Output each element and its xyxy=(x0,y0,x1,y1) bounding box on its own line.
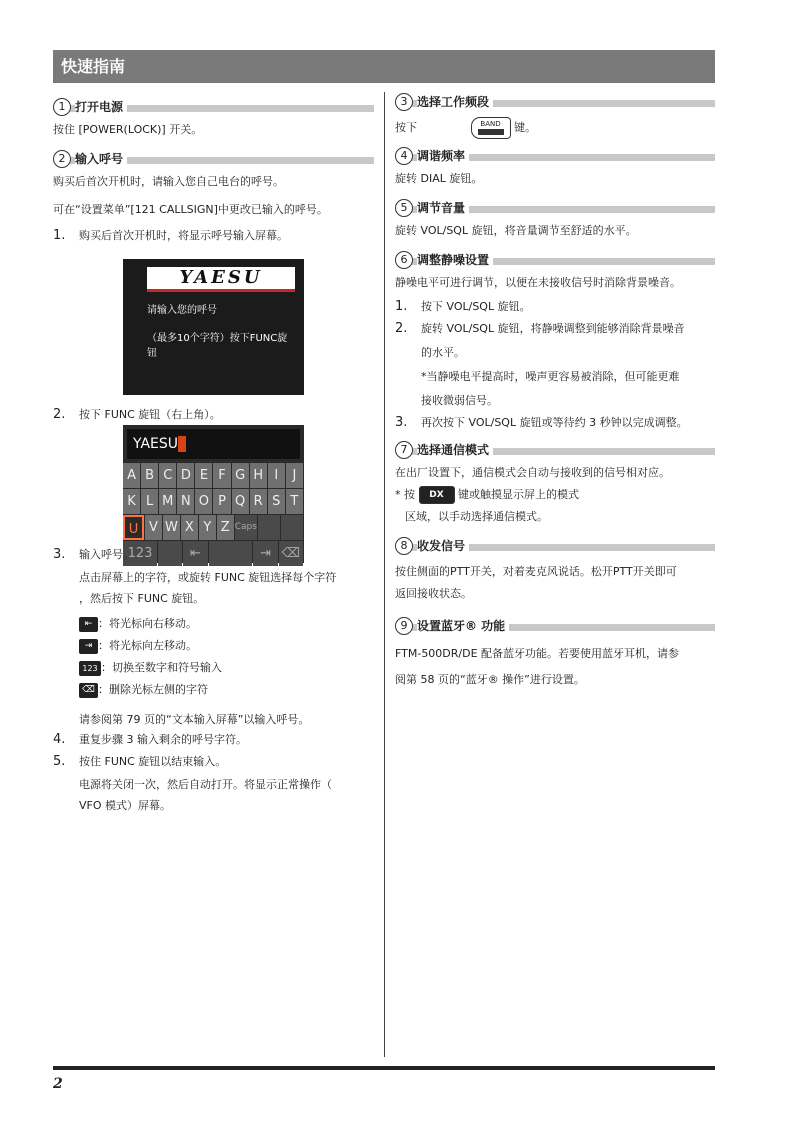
key-row xyxy=(123,515,304,540)
key-row xyxy=(123,463,304,488)
band-post: 键。 xyxy=(514,121,536,134)
squelch-text: 静噪电平可进行调节，以便在未接收信号时消除背景噪音。 xyxy=(395,276,681,289)
section-title: 打开电源 xyxy=(75,98,127,116)
key[interactable]: V xyxy=(145,515,162,540)
section-title: 调节音量 xyxy=(417,199,469,217)
screen-prompt: 请输入您的呼号 xyxy=(147,305,217,316)
section-title: 设置蓝牙® 功能 xyxy=(417,617,509,635)
icon-legend-row xyxy=(53,613,378,635)
backspace-icon: ⌫ xyxy=(79,683,98,698)
squelch-step-1 xyxy=(395,297,715,317)
key[interactable]: S xyxy=(268,489,285,514)
step-number: 2. xyxy=(395,321,408,336)
section-band-heading xyxy=(395,93,715,111)
band-text xyxy=(395,117,715,139)
left-column-lower xyxy=(53,545,378,816)
cursor-right-key[interactable]: ⇥ xyxy=(253,541,277,566)
mode-line-2: 区域，以手动选择通信模式。 xyxy=(405,510,548,523)
left-column xyxy=(53,98,374,248)
band-key-sub xyxy=(478,129,504,135)
key[interactable]: L xyxy=(141,489,158,514)
squelch-step-3 xyxy=(395,413,715,433)
step-text: 旋转 VOL/SQL 旋钮，将静噪调整到能够消除背景噪音 xyxy=(421,322,685,335)
step-3-detail: ，然后按下 FUNC 旋钮。 xyxy=(79,592,205,605)
backspace-key[interactable]: ⌫ xyxy=(279,541,303,566)
section-callsign-heading xyxy=(53,150,374,168)
key[interactable]: W xyxy=(163,515,180,540)
key[interactable]: F xyxy=(213,463,230,488)
section-number: 9 xyxy=(395,617,413,635)
power-text: 按住 [POWER(LOCK)] 开关。 xyxy=(53,123,203,136)
screen-hint: （最多10个字符）按下FUNC旋钮 xyxy=(147,333,288,359)
key[interactable]: K xyxy=(123,489,140,514)
legend-text: ：将光标向右移动。 xyxy=(98,617,197,630)
key[interactable]: I xyxy=(268,463,285,488)
column-divider xyxy=(384,92,385,1057)
step-5-detail: 电源将关闭一次，然后自动打开。将显示正常操作（ xyxy=(79,778,332,791)
step-text: 再次按下 VOL/SQL 旋钮或等待约 3 秒钟以完成调整。 xyxy=(421,416,688,429)
bluetooth-line: 阅第 58 页的“蓝牙® 操作”进行设置。 xyxy=(395,673,585,686)
step-number: 3. xyxy=(53,547,66,562)
key[interactable]: R xyxy=(250,489,267,514)
key[interactable]: B xyxy=(141,463,158,488)
section-squelch-heading xyxy=(395,251,715,269)
squelch-note: *当静噪电平提高时，噪声更容易被消除，但可能更难 xyxy=(421,370,680,383)
step-number: 1. xyxy=(395,299,408,314)
step-3-detail: 点击屏幕上的字符，或旋转 FUNC 旋钮选择每个字符 xyxy=(79,571,337,584)
step-text: 输入呼号。 xyxy=(79,548,134,561)
txrx-line: 按住侧面的PTT开关，对着麦克风说话。松开PTT开关即可 xyxy=(395,565,677,578)
squelch-step-2 xyxy=(395,319,715,339)
section-number: 4 xyxy=(395,147,413,165)
key-selected[interactable]: U xyxy=(123,515,144,540)
text-cursor xyxy=(178,436,186,452)
squelch-note: 接收微弱信号。 xyxy=(421,394,498,407)
key[interactable]: H xyxy=(250,463,267,488)
callsign-p2: 可在“设置菜单”[121 CALLSIGN]中更改已输入的呼号。 xyxy=(53,203,328,216)
legend-text: ：切换至数字和符号输入 xyxy=(101,661,222,674)
section-number: 6 xyxy=(395,251,413,269)
bluetooth-line: FTM-500DR/DE 配备蓝牙功能。若要使用蓝牙耳机，请参 xyxy=(395,647,680,660)
step-text: 按下 FUNC 旋钮（右上角）。 xyxy=(79,408,221,421)
blank-key xyxy=(258,515,280,540)
section-volume-heading xyxy=(395,199,715,217)
caps-key[interactable]: Caps xyxy=(235,515,257,540)
cursor-left-icon: ⇤ xyxy=(79,617,98,632)
key[interactable]: E xyxy=(195,463,212,488)
section-title: 调谐频率 xyxy=(417,147,469,165)
callsign-p1: 购买后首次开机时，请输入您自己电台的呼号。 xyxy=(53,175,284,188)
key[interactable]: T xyxy=(286,489,303,514)
mode-line-1 xyxy=(395,485,715,505)
band-key-icon xyxy=(471,117,511,139)
legend-text: ：删除光标左侧的字符 xyxy=(98,683,208,696)
step-number: 3. xyxy=(395,415,408,430)
step-text: 购买后首次开机时，将显示呼号输入屏幕。 xyxy=(79,229,288,242)
band-key-label: BAND xyxy=(480,120,501,128)
key[interactable]: D xyxy=(177,463,194,488)
section-number: 3 xyxy=(395,93,413,111)
key[interactable]: G xyxy=(232,463,249,488)
step-number: 4. xyxy=(53,732,66,747)
section-title: 选择工作频段 xyxy=(417,93,493,111)
icon-legend-row xyxy=(53,679,378,701)
section-title: 输入呼号 xyxy=(75,150,127,168)
section-tuning-heading xyxy=(395,147,715,165)
section-title: 收发信号 xyxy=(417,537,469,555)
step-1 xyxy=(53,226,374,246)
step-text: 重复步骤 3 输入剩余的呼号字符。 xyxy=(79,733,247,746)
section-title: 调整静噪设置 xyxy=(417,251,493,269)
key[interactable]: N xyxy=(177,489,194,514)
step-3 xyxy=(53,545,378,565)
section-title: 选择通信模式 xyxy=(417,441,493,459)
bluetooth-text xyxy=(395,641,715,693)
section-number: 2 xyxy=(53,150,71,168)
key[interactable]: J xyxy=(286,463,303,488)
numeric-mode-key[interactable]: 123 xyxy=(123,541,157,566)
section-mode-heading xyxy=(395,441,715,459)
blank-key xyxy=(281,515,303,540)
squelch-step-2-cont: 的水平。 xyxy=(421,346,465,359)
footer-rule xyxy=(53,1066,715,1070)
txrx-line: 返回接收状态。 xyxy=(395,587,472,600)
step-text: 按下 VOL/SQL 旋钮。 xyxy=(421,300,531,313)
page-title: 快速指南 xyxy=(61,57,126,76)
step-number: 5. xyxy=(53,754,66,769)
key[interactable]: Z xyxy=(217,515,234,540)
key[interactable]: M xyxy=(159,489,176,514)
key[interactable]: Y xyxy=(199,515,216,540)
numeric-mode-icon: 123 xyxy=(79,661,101,676)
key[interactable]: Q xyxy=(232,489,249,514)
key[interactable]: C xyxy=(159,463,176,488)
keyboard-screen xyxy=(123,425,304,563)
step-5 xyxy=(53,752,378,772)
tuning-text: 旋转 DIAL 旋钮。 xyxy=(395,172,483,185)
mode-prefix: * 按 xyxy=(395,488,415,501)
txrx-text xyxy=(395,561,715,605)
icon-legend-row xyxy=(53,635,378,657)
section-number: 5 xyxy=(395,199,413,217)
step-number: 1. xyxy=(53,228,66,243)
section-txrx-heading xyxy=(395,537,715,555)
page-number: 2 xyxy=(53,1076,63,1092)
logo-underline xyxy=(147,289,295,292)
volume-text: 旋转 VOL/SQL 旋钮，将音量调节至舒适的水平。 xyxy=(395,224,637,237)
section-bluetooth-heading xyxy=(395,617,715,635)
callsign-screen xyxy=(123,259,304,395)
key-row xyxy=(123,489,304,514)
page-title-bar xyxy=(53,50,715,83)
cursor-right-icon: ⇥ xyxy=(79,639,98,654)
key[interactable]: X xyxy=(181,515,198,540)
mode-suffix: 键或触摸显示屏上的模式 xyxy=(458,488,579,501)
input-text: YAESU xyxy=(133,436,179,452)
key[interactable]: P xyxy=(213,489,230,514)
step-text: 按住 FUNC 旋钮以结束输入。 xyxy=(79,755,227,768)
section-number: 1 xyxy=(53,98,71,116)
section-power-heading xyxy=(53,98,374,116)
step-2 xyxy=(53,405,400,425)
section-number: 8 xyxy=(395,537,413,555)
band-pre: 按下 xyxy=(395,121,417,134)
section-number: 7 xyxy=(395,441,413,459)
mode-text: 在出厂设置下，通信模式会自动与接收到的信号相对应。 xyxy=(395,466,670,479)
step-number: 2. xyxy=(53,407,66,422)
dx-key-icon: DX xyxy=(419,486,455,504)
yaesu-logo: YAESU xyxy=(147,267,295,289)
key[interactable]: A xyxy=(123,463,140,488)
key[interactable]: O xyxy=(195,489,212,514)
callsign-input[interactable] xyxy=(127,429,300,459)
step-5-detail: VFO 模式）屏幕。 xyxy=(79,799,172,812)
cursor-left-key[interactable]: ⇤ xyxy=(183,541,207,566)
step-4 xyxy=(53,730,378,750)
right-column xyxy=(395,93,715,705)
icon-legend-row xyxy=(53,657,378,679)
legend-text: ：将光标向左移动。 xyxy=(98,639,197,652)
reference-note: 请参阅第 79 页的“文本输入屏幕”以输入呼号。 xyxy=(79,713,310,726)
